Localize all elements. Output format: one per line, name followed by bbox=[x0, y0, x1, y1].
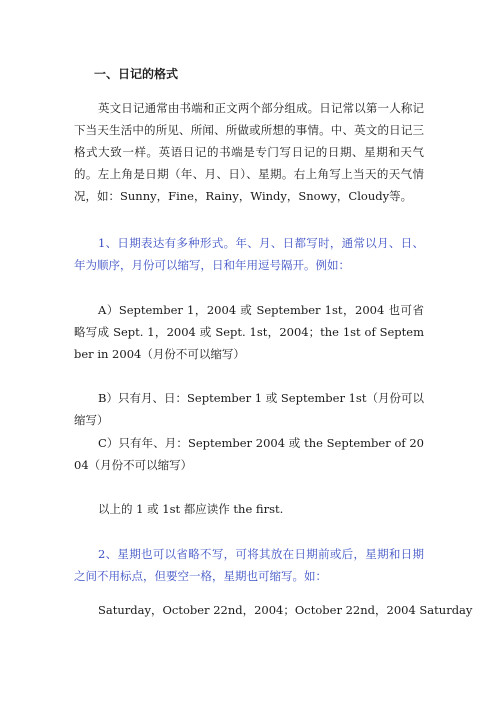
section-heading: 一、日记的格式 bbox=[94, 67, 179, 81]
paragraph-date-format: 1、日期表达有多种形式。年、月、日都写时，通常以月、日、年为顺序，月份可以缩写，日和年用逗号隔开。例如： bbox=[74, 236, 424, 272]
paragraph-example-c: C）只有年、月：September 2004 或 the September of 2004（月份不可以缩写） bbox=[74, 436, 424, 472]
paragraph-example-a: A）September 1，2004 或 September 1st，2004 也可省略写成 Sept. 1，2004 或 Sept. 1st，2004；the 1st of September in 2004（月份不可以缩写） bbox=[74, 303, 424, 361]
paragraph-weekday-format: 2、星期也可以省略不写，可将其放在日期前或后，星期和日期之间不用标点，但要空一格，星期也可缩写。如： bbox=[74, 547, 424, 583]
paragraph-example-b: B）只有月、日：September 1 或 September 1st（月份可以缩写） bbox=[74, 391, 424, 427]
paragraph-reading-note: 以上的 1 或 1st 都应读作 the first. bbox=[98, 502, 284, 516]
paragraph-weekday-example: Saturday，October 22nd，2004；October 22nd，2004 Saturday bbox=[98, 603, 473, 617]
paragraph-intro: 英文日记通常由书端和正文两个部分组成。日记常以第一人称记下当天生活中的所见、所闻、所做或所想的事情。中、英文的日记三格式大致一样。英语日记的书端是专门写日记的日期、星期和天气的。左上角是日期（年、月、日）、星期。右上角写上当天的天气情况，如：Sunny，Fine，Rainy，Windy，Snowy，Cloudy等。 bbox=[74, 101, 424, 203]
